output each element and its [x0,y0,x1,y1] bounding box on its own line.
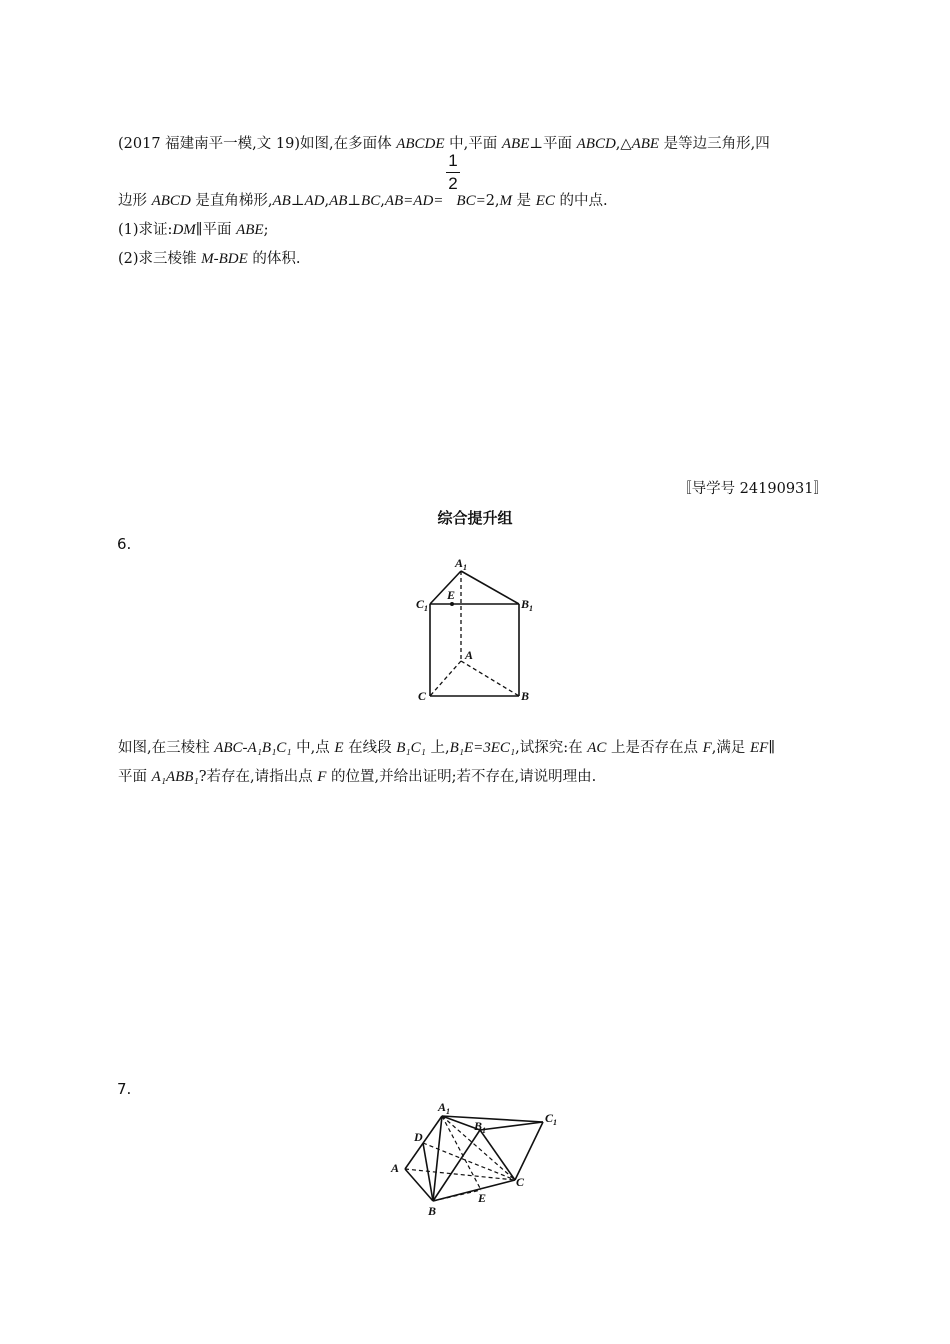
problem6-line2 [118,765,596,786]
math: AD [304,193,325,209]
fraction-one-half [446,152,460,193]
edge-AC-hidden [405,1169,515,1180]
math: AB [272,193,291,209]
label-C: C [418,689,427,703]
text: 上, [425,740,450,756]
text: 是直角梯形, [190,193,273,209]
solid-figure [385,1098,570,1220]
text: (2017 福建南平一模,文 19)如图,在多面体 [118,136,397,152]
math: AC [587,740,607,756]
text: 在线段 [343,740,397,756]
problem7-number: 7. [117,1080,132,1098]
edge-AB-hidden [461,661,519,696]
math: E [334,740,344,756]
edge-C1A1 [430,571,461,604]
reference-number: 〚导学号 24190931〛 [677,481,828,497]
math: M-BDE [201,251,248,267]
problem5-line2 [118,189,608,210]
math: M [499,193,513,209]
label-A1: $A_1$ [438,1100,451,1116]
text: 边形 [118,193,152,209]
text: , [380,193,385,209]
text: 的位置,并给出证明;若不存在,请说明理由. [326,769,597,785]
text: 是等边三角形,四 [659,136,770,152]
label-A1: $A_1$ [455,556,468,572]
point-E [450,602,454,606]
math: ABCD [151,193,191,209]
text: , [324,193,330,209]
text: ?若存在,请指出点 [198,769,318,785]
edge-AC-hidden [430,661,461,696]
label-B1: $B_1$ [521,597,534,613]
text: 是 [512,193,536,209]
text: (2)求三棱锥 [118,251,202,267]
math: EF [750,740,769,756]
text: ,△ [615,136,632,152]
math: B₁E=3EC₁ [449,740,516,756]
math: ABC-A₁B₁C₁ [214,740,292,756]
math: BC [361,193,381,209]
math: ABCD [576,136,616,152]
label-C: C [516,1175,525,1189]
text: ; [263,222,269,238]
label-B1: $B_1$ [474,1119,487,1135]
math: B₁C₁ [396,740,426,756]
label-E: E [447,588,456,602]
edge-BE-hidden [433,1190,481,1201]
text: ⊥ [290,193,305,209]
text: 2, [485,193,500,209]
math: ABE [631,136,660,152]
text: ,试探究:在 [515,740,588,756]
math: BC= [456,193,486,209]
text: 的体积. [247,251,301,267]
math: A₁ABB₁ [151,769,199,785]
math: F [702,740,712,756]
problem5-question1 [118,218,268,239]
edge-A1B1 [461,571,519,604]
edge-B1C1 [480,1122,543,1130]
problem5-line1 [118,132,770,153]
text: ∥平面 [195,222,237,238]
section-title: 综合提升组 [437,509,513,527]
label-A: A [391,1161,400,1175]
math: AB=AD= [384,193,444,209]
text: ⊥ [347,193,362,209]
text: ∥ [768,740,776,756]
math: EC [535,193,555,209]
fraction-bar [446,172,460,173]
label-C1: $C_1$ [416,597,429,613]
math: AB [329,193,348,209]
math: F [317,769,327,785]
label-D: D [414,1130,423,1144]
math: DM [172,222,196,238]
fraction-numerator: 1 [448,151,458,170]
text: ,满足 [711,740,751,756]
problem6-line1 [118,736,775,757]
label-C1: $C_1$ [545,1111,558,1127]
label-E: E [478,1191,487,1205]
label-B: B [428,1204,437,1218]
problem6-number: 6. [117,535,132,553]
text: (1)求证: [118,222,173,238]
label-B: B [521,689,530,703]
text: 平面 [118,769,152,785]
problem5-question2 [118,247,301,268]
math: ABE [236,222,264,238]
text: 中,点 [291,740,335,756]
fraction-denominator: 2 [448,174,458,193]
math: ABCDE [396,136,445,152]
text: ⊥平面 [529,136,577,152]
text: 上是否存在点 [606,740,703,756]
text: 如图,在三棱柱 [118,740,215,756]
edge-C1C [515,1122,543,1180]
prism-figure [410,552,540,707]
label-A: A [465,648,474,662]
text: 中,平面 [444,136,502,152]
math: ABE [501,136,530,152]
text: 的中点. [554,193,608,209]
